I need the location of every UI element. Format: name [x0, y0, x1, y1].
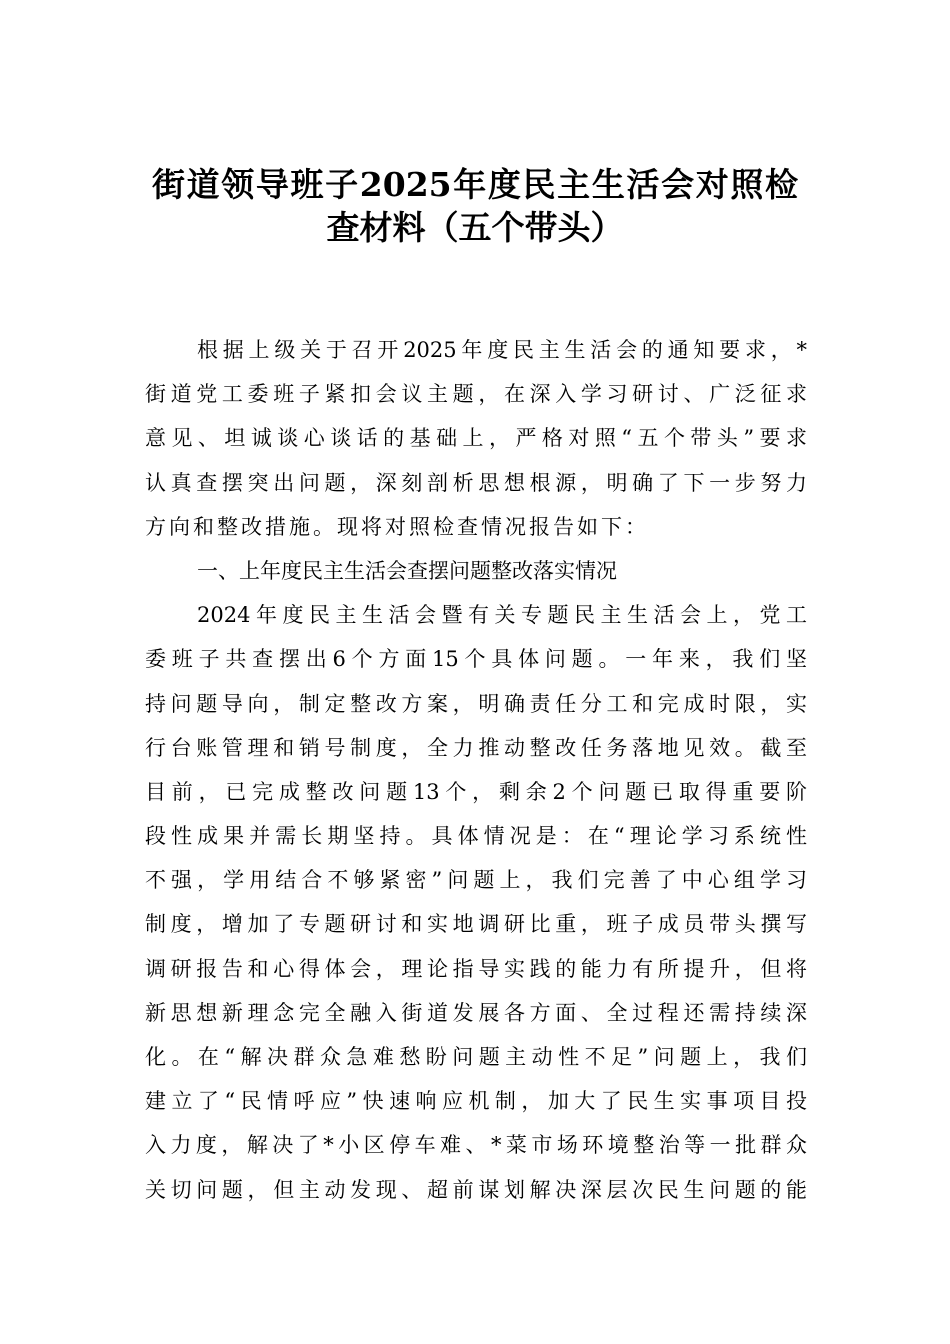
paragraph-line: 持问题导向，制定整改方案，明确责任分工和完成时限，实 — [145, 691, 807, 716]
paragraph-line: 行台账管理和销号制度，全力推动整改任务落地见效。截至 — [145, 735, 807, 760]
paragraph-line: 关切问题，但主动发现、超前谋划解决深层次民生问题的能 — [145, 1177, 807, 1202]
paragraph-line: 新思想新理念完全融入街道发展各方面、全过程还需持续深 — [145, 1000, 807, 1025]
paragraph-line: 方向和整改措施。现将对照检查情况报告如下： — [145, 514, 649, 539]
paragraph-line: 根据上级关于召开2025年度民主生活会的通知要求，* — [197, 338, 807, 362]
paragraph-line: 不强，学用结合不够紧密”问题上，我们完善了中心组学习 — [145, 868, 807, 893]
paragraph-line: 委班子共查摆出6个方面15个具体问题。一年来，我们坚 — [145, 647, 807, 672]
document-title-line-1: 街道领导班子2025年度民主生活会对照检 — [152, 165, 798, 204]
document-body — [145, 328, 807, 1212]
paragraph-line: 段性成果并需长期坚持。具体情况是：在“理论学习系统性 — [145, 824, 807, 849]
paragraph-line: 调研报告和心得体会，理论指导实践的能力有所提升，但将 — [145, 956, 807, 981]
paragraph-line: 建立了“民情呼应”快速响应机制，加大了民生实事项目投 — [145, 1089, 807, 1114]
paragraph-line: 认真查摆突出问题，深刻剖析思想根源，明确了下一步努力 — [145, 470, 807, 495]
paragraph-line: 意见、坦诚谈心谈话的基础上，严格对照“五个带头”要求 — [145, 426, 807, 451]
paragraph-line: 制度，增加了专题研讨和实地调研比重，班子成员带头撰写 — [145, 912, 807, 937]
paragraph-line: 目前，已完成整改问题13个，剩余2个问题已取得重要阶 — [145, 779, 807, 804]
paragraph-line: 2024年度民主生活会暨有关专题民主生活会上，党工 — [197, 603, 807, 628]
paragraph-line: 入力度，解决了*小区停车难、*菜市场环境整治等一批群众 — [145, 1133, 807, 1158]
document-title-line-2: 查材料（五个带头） — [326, 208, 624, 247]
paragraph-line: 街道党工委班子紧扣会议主题，在深入学习研讨、广泛征求 — [145, 382, 807, 407]
paragraph-line: 化。在“解决群众急难愁盼问题主动性不足”问题上，我们 — [145, 1045, 807, 1069]
section-heading: 一、上年度民主生活会查摆问题整改落实情况 — [197, 558, 617, 583]
